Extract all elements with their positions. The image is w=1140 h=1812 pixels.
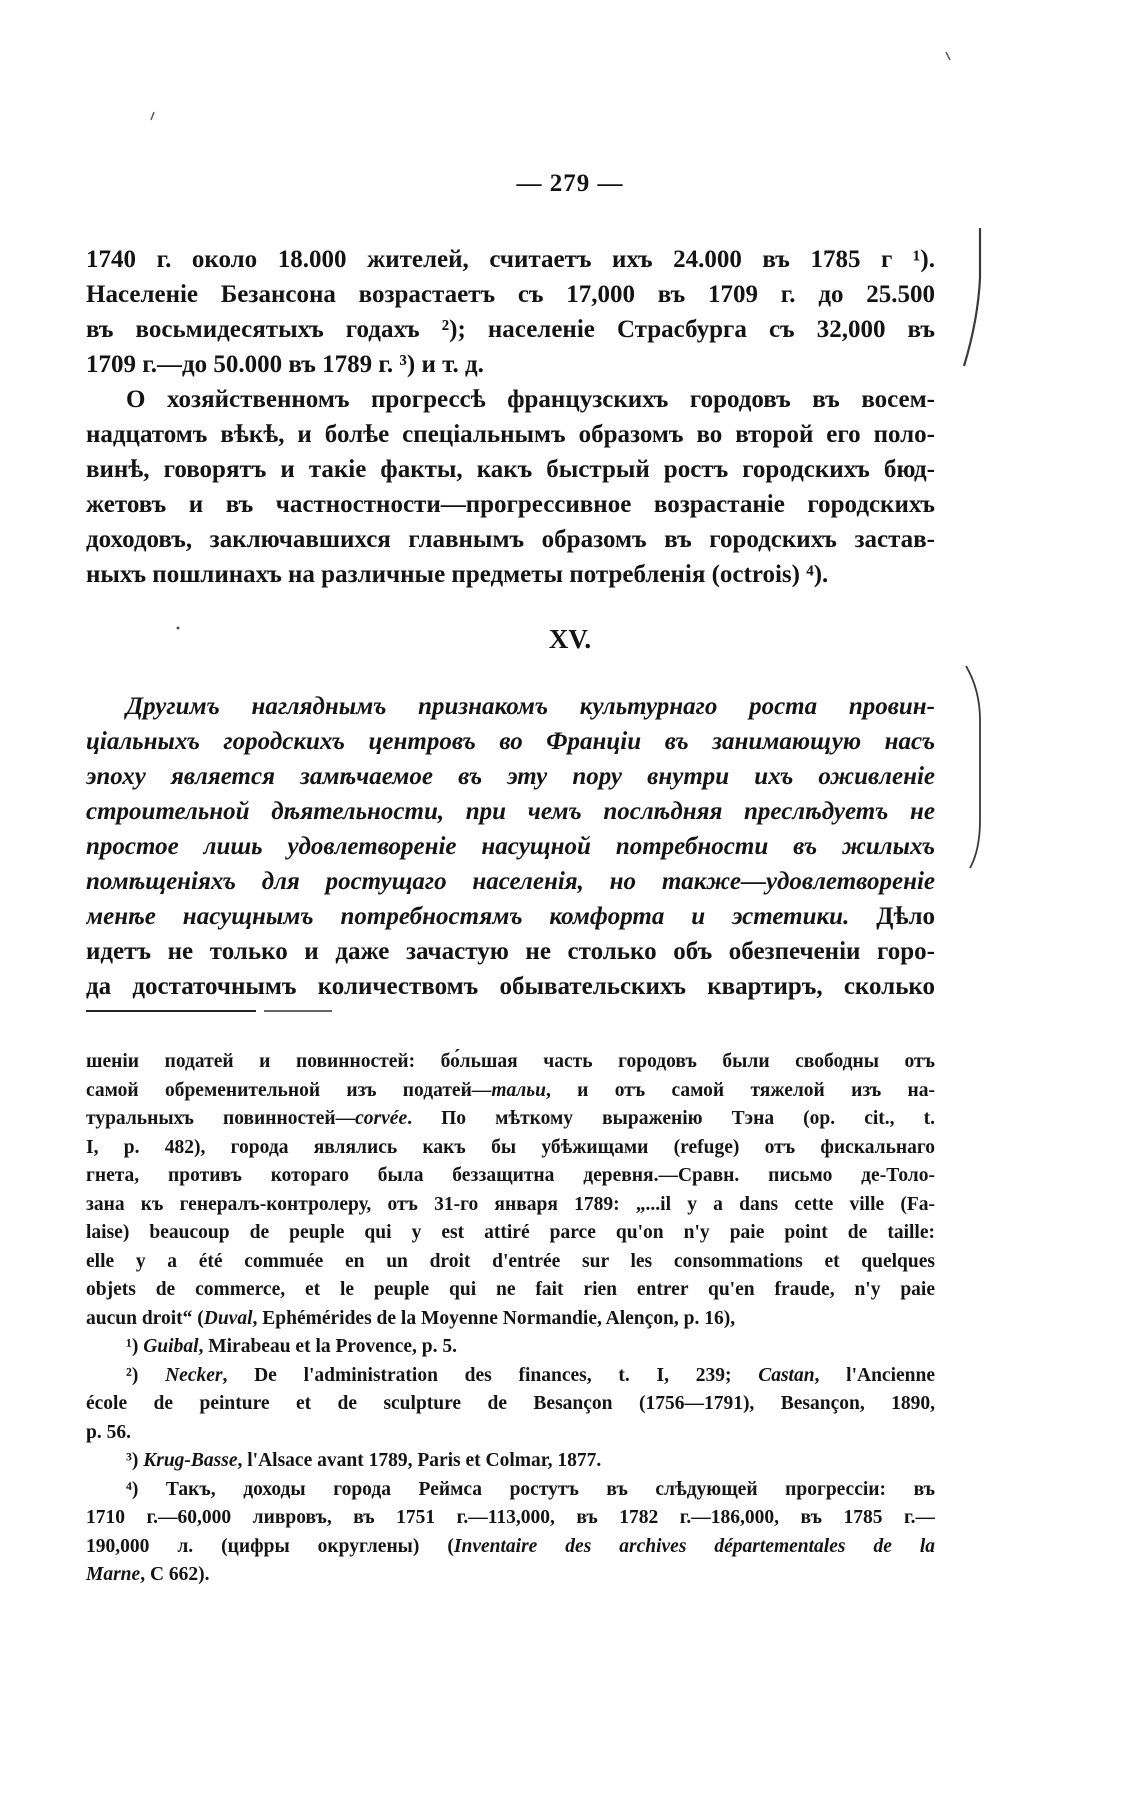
text: 190,000 л. (цифры округлены) (: [86, 1535, 454, 1557]
text: aucun droit“ (: [86, 1307, 204, 1329]
text: laise) beaucoup de peuple qui y est attiré parce qu'on n'y paie point de taille:: [86, 1222, 935, 1243]
text: . По мѣткому выраженію Тэна (op. cit., t.: [407, 1108, 935, 1129]
text: ³): [126, 1450, 144, 1471]
text: ⁴) Такъ, доходы города Реймса ростутъ въ слѣдующей прогрессіи: въ: [126, 1478, 935, 1500]
italic-text: Marne: [86, 1564, 141, 1585]
text: ¹): [126, 1336, 144, 1357]
italic-text: эпоху является замѣчаемое въ эту пору внутри ихъ оживленіе: [86, 763, 935, 790]
text: доходовъ, заключавшихся главнымъ образомъ въ городскихъ застав-: [86, 526, 935, 553]
italic-text: Другимъ нагляднымъ признакомъ культурнаго роста провин-: [126, 693, 935, 720]
text: , Mirabeau et la Provence, p. 5.: [198, 1336, 457, 1357]
text: 1740 г. около 18.000 жителей, считаетъ ихъ 24.000 въ 1785 г ¹).: [86, 246, 935, 273]
margin-bracket: [966, 666, 980, 868]
italic-text: Duval: [203, 1307, 253, 1329]
text: , Ephémérides de la Moyenne Normandie, Alençon, p. 16),: [252, 1307, 736, 1329]
text: , и отъ самой тяжелой изъ на-: [546, 1079, 935, 1101]
text: туральныхъ повинностей—: [86, 1108, 356, 1129]
italic-text: corvée: [355, 1108, 408, 1129]
text: I, p. 482), города являлись какъ бы убѣжищами (refuge) отъ фискальнаго: [86, 1136, 935, 1158]
text: 1709 г.—до 50.000 въ 1789 г. ³) и т. д.: [86, 351, 484, 378]
text: Дѣло: [849, 903, 935, 930]
italic-text: Castan: [758, 1364, 815, 1386]
text: О хозяйственномъ прогрессѣ французскихъ городовъ въ восем-: [126, 386, 935, 413]
text: зана къ генералъ-контролеру, отъ 31-го января 1789: „...il y a dans cette ville (Fa-: [86, 1193, 935, 1215]
text: , C 662).: [140, 1564, 210, 1585]
text: идетъ не только и даже зачастую не столько объ обезпеченіи горо-: [86, 938, 935, 965]
stray-dot: [177, 627, 180, 630]
text: гнета, противъ котораго была беззащитна деревня.—Сравн. письмо де-Толо-: [86, 1165, 935, 1186]
stray-mark: [151, 112, 154, 120]
text: винѣ, говорятъ и такіе факты, какъ быстрый ростъ городскихъ бюд-: [86, 456, 935, 483]
italic-text: Guibal: [143, 1336, 199, 1357]
italic-text: Inventaire des archives départementales de la: [453, 1535, 935, 1557]
text: ныхъ пошлинахъ на различные предметы потребленія (octrois) ⁴).: [86, 561, 829, 588]
page-number: — 279 —: [516, 170, 624, 197]
italic-text: простое лишь удовлетвореніе насущной потребности въ жилыхъ: [86, 833, 935, 860]
italic-text: ціальныхъ городскихъ центровъ во Франціи въ занимающую насъ: [86, 728, 935, 755]
italic-text: тальи: [491, 1079, 546, 1101]
text: 1710 г.—60,000 ливровъ, въ 1751 г.—113,000, въ 1782 г.—186,000, въ 1785 г.—: [86, 1507, 935, 1528]
margin-mark-top: [964, 228, 980, 366]
text: , De l'administration des finances, t. I, 239;: [222, 1364, 759, 1386]
section-heading: XV.: [548, 624, 592, 654]
text: жетовъ и въ частностности—прогрессивное возрастаніе городскихъ: [86, 491, 935, 518]
text: , l'Ancienne: [814, 1364, 935, 1386]
text: école de peinture et de sculpture de Besançon (1756—1791), Besançon, 1890,: [86, 1393, 935, 1414]
italic-text: строительной дѣятельности, при чемъ послѣдняя преслѣдуетъ не: [86, 798, 935, 825]
text: надцатомъ вѣкѣ, и болѣе спеціальнымъ образомъ во второй его поло-: [86, 421, 935, 448]
text: , l'Alsace avant 1789, Paris et Colmar, 1877.: [237, 1450, 602, 1471]
text: Населеніе Безансона возрастаетъ съ 17,000 въ 1709 г. до 25.500: [86, 281, 935, 308]
text: шеніи податей и повинностей: бо́льшая часть городовъ были свободны отъ: [86, 1051, 935, 1072]
italic-text: Necker: [165, 1364, 223, 1386]
text: objets de commerce, et le peuple qui ne fait rien entrer qu'en fraude, n'y paie: [86, 1279, 935, 1300]
stray-mark: [946, 52, 950, 60]
text: elle y a été commuée en un droit d'entrée sur les consommations et quelques: [86, 1250, 935, 1272]
italic-text: менѣе насущнымъ потребностямъ комфорта и эстетики.: [86, 903, 850, 930]
italic-text: помѣщеніяхъ для ростущаго населенія, но также—удовлетвореніе: [86, 868, 935, 895]
text: въ восьмидесятыхъ годахъ ²); населеніе Страсбурга съ 32,000 въ: [86, 316, 935, 343]
italic-text: Krug-Basse: [143, 1450, 238, 1471]
text: самой обременительной изъ податей—: [86, 1079, 492, 1101]
text: ²): [126, 1364, 166, 1386]
text: p. 56.: [86, 1421, 131, 1443]
text: да достаточнымъ количествомъ обывательскихъ квартиръ, сколько: [86, 973, 935, 1000]
